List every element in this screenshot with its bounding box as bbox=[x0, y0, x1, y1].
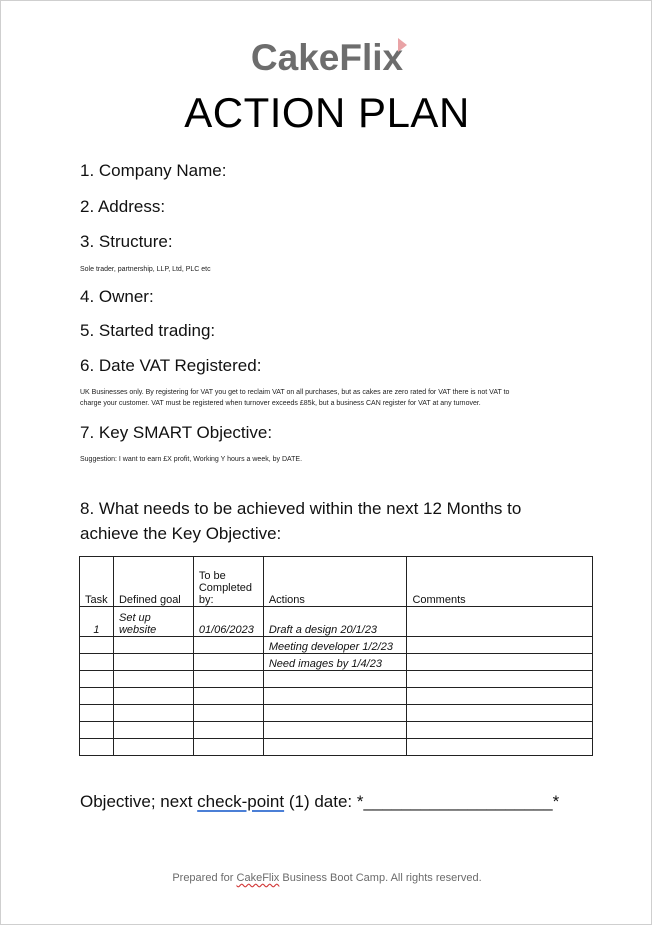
cell-actions[interactable] bbox=[263, 688, 407, 705]
header-task: Task bbox=[80, 557, 114, 607]
cell-task[interactable] bbox=[80, 739, 114, 756]
logo-text: CakeFli bbox=[250, 37, 383, 78]
action-plan-table bbox=[79, 556, 593, 756]
cell-comments[interactable] bbox=[407, 705, 593, 722]
cell-task[interactable] bbox=[80, 688, 114, 705]
heading-owner: 4. Owner: bbox=[80, 287, 154, 306]
table-row bbox=[80, 688, 593, 705]
table-row bbox=[80, 607, 593, 637]
footer-post: Business Boot Camp. All rights reserved. bbox=[279, 872, 482, 884]
cell-comments[interactable] bbox=[407, 739, 593, 756]
cell-defined-goal[interactable] bbox=[113, 705, 193, 722]
heading-started-trading: 5. Started trading: bbox=[80, 321, 216, 340]
checkpoint-suffix: (1) date: * bbox=[284, 792, 364, 811]
footer-pre: Prepared for bbox=[172, 872, 237, 884]
cell-task[interactable] bbox=[80, 722, 114, 739]
cell-completed-by[interactable] bbox=[193, 739, 263, 756]
table-row bbox=[80, 722, 593, 739]
table-row bbox=[80, 671, 593, 688]
cell-comments[interactable] bbox=[407, 637, 593, 654]
cell-task[interactable]: 1 bbox=[80, 607, 114, 637]
cell-defined-goal[interactable] bbox=[113, 739, 193, 756]
checkpoint-date-blank[interactable]: ____________________ bbox=[363, 792, 553, 811]
cell-actions[interactable] bbox=[263, 739, 407, 756]
checkpoint-word: check-point bbox=[197, 792, 285, 811]
cell-task[interactable] bbox=[80, 637, 114, 654]
cell-completed-by[interactable] bbox=[193, 637, 263, 654]
table-row bbox=[80, 739, 593, 756]
structure-note: Sole trader, partnership, LLP, Ltd, PLC etc bbox=[80, 266, 211, 273]
cell-actions[interactable]: Need images by 1/4/23 bbox=[263, 654, 407, 671]
cell-comments[interactable] bbox=[407, 722, 593, 739]
checkpoint-prefix: Objective; next bbox=[80, 792, 198, 811]
header-completed-by: To be Completed by: bbox=[193, 557, 263, 607]
footer bbox=[1, 872, 652, 884]
cell-task[interactable] bbox=[80, 705, 114, 722]
heading-smart-objective: 7. Key SMART Objective: bbox=[80, 423, 273, 442]
vat-note-line-1: UK Businesses only. By registering for VAT you get to reclaim VAT on all purchases, but as cakes are zero rated for VAT there is not VAT to bbox=[80, 389, 510, 396]
cell-actions[interactable]: Draft a design 20/1/23 bbox=[263, 607, 407, 637]
header-comments: Comments bbox=[407, 557, 593, 607]
logo-flag-icon bbox=[398, 38, 407, 52]
cell-task[interactable] bbox=[80, 671, 114, 688]
checkpoint-end: * bbox=[552, 792, 560, 811]
checkpoint-line bbox=[80, 792, 559, 812]
cell-completed-by[interactable] bbox=[193, 722, 263, 739]
heading-structure: 3. Structure: bbox=[80, 232, 173, 251]
table-row bbox=[80, 654, 593, 671]
cell-defined-goal[interactable] bbox=[113, 688, 193, 705]
cell-defined-goal[interactable] bbox=[113, 671, 193, 688]
cell-completed-by[interactable]: 01/06/2023 bbox=[193, 607, 263, 637]
cell-defined-goal[interactable]: Set up website bbox=[113, 607, 193, 637]
cell-completed-by[interactable] bbox=[193, 688, 263, 705]
page-title: ACTION PLAN bbox=[184, 89, 470, 136]
cell-task[interactable] bbox=[80, 654, 114, 671]
table-header-row bbox=[80, 557, 593, 607]
cell-actions[interactable] bbox=[263, 722, 407, 739]
cell-comments[interactable] bbox=[407, 654, 593, 671]
header-actions: Actions bbox=[263, 557, 407, 607]
table-row bbox=[80, 637, 593, 654]
cell-completed-by[interactable] bbox=[193, 654, 263, 671]
logo-x-letter: x bbox=[382, 37, 404, 78]
footer-brand: CakeFlix bbox=[236, 872, 280, 884]
cell-actions[interactable] bbox=[263, 705, 407, 722]
cell-comments[interactable] bbox=[407, 607, 593, 637]
heading-vat-registered: 6. Date VAT Registered: bbox=[80, 356, 262, 375]
cell-completed-by[interactable] bbox=[193, 705, 263, 722]
cakeflix-logo bbox=[1, 37, 652, 79]
cell-completed-by[interactable] bbox=[193, 671, 263, 688]
cell-actions[interactable] bbox=[263, 671, 407, 688]
cell-defined-goal[interactable] bbox=[113, 722, 193, 739]
logo-x bbox=[383, 37, 404, 79]
table-row bbox=[80, 705, 593, 722]
vat-note-line-2: charge your customer. VAT must be registered when turnover exceeds £85k, but a business CAN register for VAT at any turnover. bbox=[80, 400, 481, 407]
header-defined-goal: Defined goal bbox=[113, 557, 193, 607]
heading-address: 2. Address: bbox=[80, 197, 166, 216]
cell-defined-goal[interactable] bbox=[113, 637, 193, 654]
cell-defined-goal[interactable] bbox=[113, 654, 193, 671]
smart-note: Suggestion: I want to earn £X profit, Working Y hours a week, by DATE. bbox=[80, 456, 303, 463]
cell-actions[interactable]: Meeting developer 1/2/23 bbox=[263, 637, 407, 654]
heading-achieve: 8. What needs to be achieved within the next 12 Months to achieve the Key Objective: bbox=[80, 499, 522, 543]
cell-comments[interactable] bbox=[407, 688, 593, 705]
heading-company-name: 1. Company Name: bbox=[80, 161, 227, 180]
cell-comments[interactable] bbox=[407, 671, 593, 688]
